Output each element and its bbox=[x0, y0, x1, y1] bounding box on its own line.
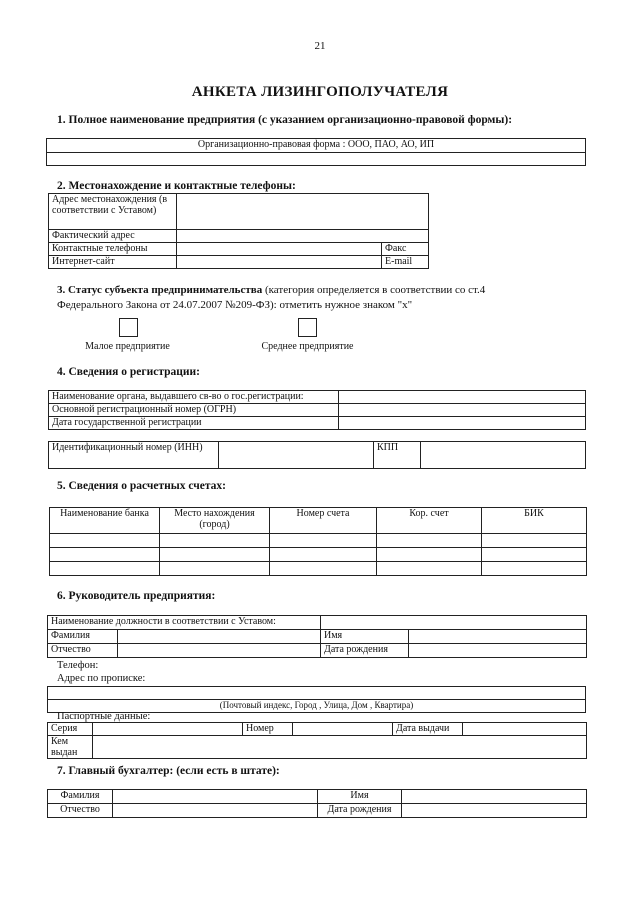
birth-date-field[interactable] bbox=[409, 644, 587, 658]
reg-address-table bbox=[47, 686, 586, 713]
position-field[interactable] bbox=[321, 616, 587, 630]
passport-table bbox=[47, 722, 587, 759]
cell[interactable] bbox=[50, 562, 160, 576]
cell[interactable] bbox=[377, 548, 482, 562]
col-bank-name: Наименование банка bbox=[50, 508, 160, 534]
reg-date-field[interactable] bbox=[339, 417, 586, 430]
acc-patronymic-field[interactable] bbox=[113, 804, 318, 818]
series-label: Серия bbox=[48, 723, 93, 736]
cell[interactable] bbox=[270, 548, 377, 562]
kpp-field[interactable] bbox=[421, 442, 586, 469]
section-3-heading: 3. Статус субъекта предпринимательства (категория определяется в соответствии со ст.4 bbox=[57, 284, 486, 296]
small-enterprise-label: Малое предприятие bbox=[85, 341, 170, 352]
address-label: Адрес местонахождения (в соответствии с Уставом) bbox=[49, 194, 177, 230]
section-6-heading: 6. Руководитель предприятия: bbox=[57, 590, 216, 602]
cell[interactable] bbox=[377, 534, 482, 548]
cell[interactable] bbox=[270, 562, 377, 576]
acc-surname-label: Фамилия bbox=[48, 790, 113, 804]
table-row bbox=[50, 534, 587, 548]
registration-table bbox=[48, 390, 586, 430]
issue-date-field[interactable] bbox=[463, 723, 587, 736]
actual-address-field[interactable] bbox=[177, 230, 429, 243]
actual-address-label: Фактический адрес bbox=[49, 230, 177, 243]
medium-enterprise-checkbox[interactable] bbox=[298, 318, 317, 337]
ogrn-label: Основной регистрационный номер (ОГРН) bbox=[49, 404, 339, 417]
inn-label: Идентификационный номер (ИНН) bbox=[49, 442, 219, 469]
company-name-field[interactable] bbox=[47, 153, 586, 166]
number-label: Номер bbox=[243, 723, 293, 736]
name-field[interactable] bbox=[409, 630, 587, 644]
accounts-table bbox=[49, 507, 587, 576]
phone-label: Телефон: bbox=[57, 660, 99, 671]
acc-surname-field[interactable] bbox=[113, 790, 318, 804]
section-5-heading: 5. Сведения о расчетных счетах: bbox=[57, 480, 226, 492]
reg-body-label: Наименование органа, выдавшего св-во о гос.регистрации: bbox=[49, 391, 339, 404]
section-3-line2: Федерального Закона от 24.07.2007 №209-ФЗ): отметить нужное знаком "х" bbox=[57, 299, 413, 311]
position-label: Наименование должности в соответствии с Уставом: bbox=[48, 616, 321, 630]
page-number: 21 bbox=[314, 40, 326, 52]
email-label: E-mail bbox=[382, 256, 429, 269]
surname-field[interactable] bbox=[118, 630, 321, 644]
acc-patronymic-label: Отчество bbox=[48, 804, 113, 818]
cell[interactable] bbox=[160, 548, 270, 562]
table-row bbox=[50, 548, 587, 562]
cell[interactable] bbox=[270, 534, 377, 548]
passport-label: Паспортные данные: bbox=[57, 711, 151, 722]
cell[interactable] bbox=[377, 562, 482, 576]
acc-name-field[interactable] bbox=[402, 790, 587, 804]
section-7-heading: 7. Главный бухгалтер: (если есть в штате): bbox=[57, 765, 280, 777]
table-row bbox=[50, 562, 587, 576]
acc-name-label: Имя bbox=[318, 790, 402, 804]
series-field[interactable] bbox=[93, 723, 243, 736]
acc-birth-date-field[interactable] bbox=[402, 804, 587, 818]
fax-label: Факс bbox=[382, 243, 429, 256]
address-field[interactable] bbox=[177, 194, 429, 230]
surname-label: Фамилия bbox=[48, 630, 118, 644]
patronymic-label: Отчество bbox=[48, 644, 118, 658]
cell[interactable] bbox=[482, 534, 587, 548]
cell[interactable] bbox=[482, 562, 587, 576]
cell[interactable] bbox=[50, 548, 160, 562]
section-2-heading: 2. Местонахождение и контактные телефоны: bbox=[57, 180, 296, 192]
inn-field[interactable] bbox=[219, 442, 374, 469]
col-bik: БИК bbox=[482, 508, 587, 534]
phones-field[interactable] bbox=[177, 243, 382, 256]
website-label: Интернет-сайт bbox=[49, 256, 177, 269]
section-2-table bbox=[48, 193, 429, 269]
birth-date-label: Дата рождения bbox=[321, 644, 409, 658]
issued-by-field[interactable] bbox=[93, 736, 587, 759]
issue-date-label: Дата выдачи bbox=[393, 723, 463, 736]
acc-birth-date-label: Дата рождения bbox=[318, 804, 402, 818]
col-bank-location: Место нахождения (город) bbox=[160, 508, 270, 534]
inn-kpp-table bbox=[48, 441, 586, 469]
col-account-number: Номер счета bbox=[270, 508, 377, 534]
section-1-heading: 1. Полное наименование предприятия (с указанием организационно-правовой формы): bbox=[57, 114, 513, 126]
kpp-label: КПП bbox=[374, 442, 421, 469]
col-corr-account: Кор. счет bbox=[377, 508, 482, 534]
cell[interactable] bbox=[482, 548, 587, 562]
director-table bbox=[47, 615, 587, 658]
medium-enterprise-label: Среднее предприятие bbox=[261, 341, 354, 352]
name-label: Имя bbox=[321, 630, 409, 644]
address-hint: (Почтовый индекс, Город , Улица, Дом , Квартира) bbox=[48, 700, 586, 713]
reg-address-field[interactable] bbox=[48, 687, 586, 700]
patronymic-field[interactable] bbox=[118, 644, 321, 658]
form-title: АНКЕТА ЛИЗИНГОПОЛУЧАТЕЛЯ bbox=[191, 84, 449, 100]
org-form-hint: Организационно-правовая форма : ООО, ПАО, АО, ИП bbox=[47, 139, 586, 153]
cell[interactable] bbox=[50, 534, 160, 548]
ogrn-field[interactable] bbox=[339, 404, 586, 417]
cell[interactable] bbox=[160, 562, 270, 576]
cell[interactable] bbox=[160, 534, 270, 548]
section-1-table bbox=[46, 138, 586, 166]
accountant-table bbox=[47, 789, 587, 818]
issued-by-label: Кем выдан bbox=[48, 736, 93, 759]
phones-label: Контактные телефоны bbox=[49, 243, 177, 256]
reg-date-label: Дата государственной регистрации bbox=[49, 417, 339, 430]
website-field[interactable] bbox=[177, 256, 382, 269]
section-4-heading: 4. Сведения о регистрации: bbox=[57, 366, 200, 378]
reg-address-label: Адрес по прописке: bbox=[57, 673, 146, 684]
small-enterprise-checkbox[interactable] bbox=[119, 318, 138, 337]
number-field[interactable] bbox=[293, 723, 393, 736]
reg-body-field[interactable] bbox=[339, 391, 586, 404]
